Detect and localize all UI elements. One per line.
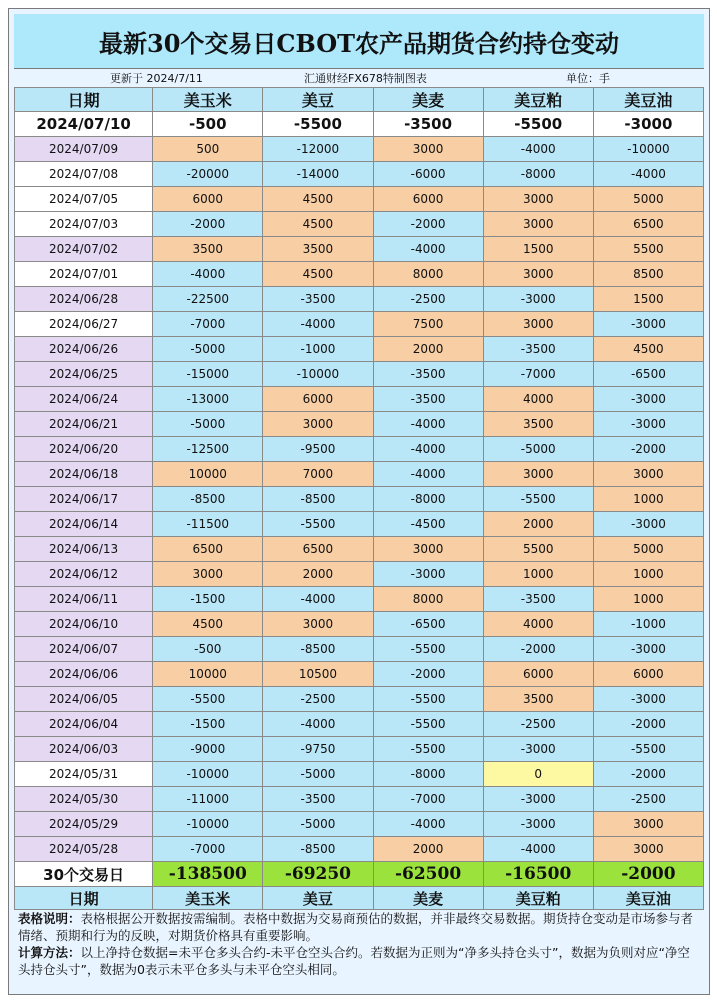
row-value: 4000 (483, 387, 593, 412)
row-value: -1000 (263, 337, 373, 362)
row-value: -4000 (373, 462, 483, 487)
row-value: -3000 (593, 387, 703, 412)
row-value: -3500 (263, 787, 373, 812)
footer-corn: 美玉米 (153, 887, 263, 910)
table-row (15, 162, 704, 187)
row-value: 2000 (483, 512, 593, 537)
latest-value: -5500 (263, 112, 373, 137)
row-value: 5000 (593, 187, 703, 212)
row-value: -3000 (593, 412, 703, 437)
table-row (15, 662, 704, 687)
row-value: -8500 (263, 637, 373, 662)
row-value: -2000 (593, 437, 703, 462)
row-value: -1500 (153, 712, 263, 737)
page-title: 最新30个交易日CBOT农产品期货合约持仓变动 (14, 14, 704, 69)
total-value: -69250 (263, 862, 373, 887)
row-value: 3500 (263, 237, 373, 262)
row-date: 2024/05/31 (15, 762, 153, 787)
row-date: 2024/06/27 (15, 312, 153, 337)
row-value: -5500 (483, 487, 593, 512)
row-value: 3000 (373, 137, 483, 162)
row-value: -4000 (263, 587, 373, 612)
row-date: 2024/06/07 (15, 637, 153, 662)
row-value: 5500 (593, 237, 703, 262)
row-value: 6000 (593, 662, 703, 687)
row-value: 6500 (593, 212, 703, 237)
row-value: 6000 (153, 187, 263, 212)
table-row (15, 712, 704, 737)
row-date: 2024/06/26 (15, 337, 153, 362)
table-row (15, 212, 704, 237)
table-row (15, 687, 704, 712)
row-date: 2024/07/08 (15, 162, 153, 187)
row-value: -7000 (483, 362, 593, 387)
row-value: -3000 (593, 637, 703, 662)
row-value: 3000 (593, 837, 703, 862)
row-value: -4500 (373, 512, 483, 537)
row-value: 6500 (263, 537, 373, 562)
table-row (15, 462, 704, 487)
row-date: 2024/06/04 (15, 712, 153, 737)
table-row (15, 262, 704, 287)
header-soybean: 美豆 (263, 88, 373, 112)
table-row (15, 337, 704, 362)
latest-value: -3000 (593, 112, 703, 137)
row-value: -2500 (373, 287, 483, 312)
row-value: -1500 (153, 587, 263, 612)
note-description-text: 表格根据公开数据按需编制。表格中数据为交易商预估的数据，并非最终交易数据。期货持仓变动是市场参与者情绪、预期和行为的反映，对期货价格具有重要影响。 (18, 911, 694, 943)
row-value: -10000 (153, 762, 263, 787)
footer-soyoil: 美豆油 (593, 887, 703, 910)
row-value: -2500 (593, 787, 703, 812)
row-value: -4000 (373, 812, 483, 837)
row-value: -9750 (263, 737, 373, 762)
row-value: 4500 (263, 212, 373, 237)
row-date: 2024/06/21 (15, 412, 153, 437)
row-value: -5500 (373, 712, 483, 737)
row-date: 2024/07/03 (15, 212, 153, 237)
row-value: -10000 (593, 137, 703, 162)
row-value: -500 (153, 637, 263, 662)
row-date: 2024/06/14 (15, 512, 153, 537)
row-value: -12000 (263, 137, 373, 162)
table-row (15, 412, 704, 437)
table-row (15, 287, 704, 312)
table-row (15, 587, 704, 612)
row-value: 1000 (483, 562, 593, 587)
row-value: -4000 (373, 237, 483, 262)
table-row (15, 437, 704, 462)
row-date: 2024/06/24 (15, 387, 153, 412)
row-date: 2024/07/05 (15, 187, 153, 212)
row-value: 4000 (483, 612, 593, 637)
row-date: 2024/07/02 (15, 237, 153, 262)
table-row (15, 487, 704, 512)
table-row (15, 812, 704, 837)
row-value: -7000 (153, 837, 263, 862)
row-value: -4000 (263, 712, 373, 737)
row-value: -2500 (483, 712, 593, 737)
row-value: -11500 (153, 512, 263, 537)
row-value: -2000 (373, 212, 483, 237)
row-value: 1500 (483, 237, 593, 262)
row-value: -3500 (483, 587, 593, 612)
row-value: -3500 (483, 337, 593, 362)
row-value: -22500 (153, 287, 263, 312)
row-date: 2024/06/28 (15, 287, 153, 312)
row-value: -2000 (373, 662, 483, 687)
notes (14, 908, 704, 980)
positions-table (14, 87, 704, 910)
row-value: 3000 (483, 262, 593, 287)
row-value: -14000 (263, 162, 373, 187)
total-value: -2000 (593, 862, 703, 887)
table-row (15, 762, 704, 787)
row-value: 3000 (483, 187, 593, 212)
row-value: 3000 (263, 612, 373, 637)
row-value: -3000 (373, 562, 483, 587)
row-value: 3000 (483, 462, 593, 487)
table-row (15, 737, 704, 762)
row-value: -4000 (483, 137, 593, 162)
table-row (15, 537, 704, 562)
header-corn: 美玉米 (153, 88, 263, 112)
row-value: -3500 (263, 287, 373, 312)
row-value: 0 (483, 762, 593, 787)
row-value: 3000 (483, 312, 593, 337)
note-description-label: 表格说明： (18, 911, 81, 926)
row-value: 4500 (593, 337, 703, 362)
footer-wheat: 美麦 (373, 887, 483, 910)
row-value: 8000 (373, 587, 483, 612)
row-value: -3000 (483, 737, 593, 762)
row-value: 3000 (593, 812, 703, 837)
table-row (15, 237, 704, 262)
row-value: -4000 (593, 162, 703, 187)
header-date: 日期 (15, 88, 153, 112)
row-value: 7000 (263, 462, 373, 487)
header-soyoil: 美豆油 (593, 88, 703, 112)
note-description (18, 910, 700, 944)
row-value: -4000 (483, 837, 593, 862)
row-value: -5000 (153, 412, 263, 437)
row-value: -2000 (153, 212, 263, 237)
row-value: -5000 (483, 437, 593, 462)
row-value: 3500 (483, 412, 593, 437)
row-value: -6500 (593, 362, 703, 387)
footer-soybean: 美豆 (263, 887, 373, 910)
row-value: 1000 (593, 487, 703, 512)
row-value: 8500 (593, 262, 703, 287)
row-value: 2000 (263, 562, 373, 587)
row-date: 2024/07/09 (15, 137, 153, 162)
row-value: -3000 (593, 687, 703, 712)
table-row (15, 837, 704, 862)
row-date: 2024/06/13 (15, 537, 153, 562)
row-date: 2024/05/29 (15, 812, 153, 837)
latest-value: -3500 (373, 112, 483, 137)
row-date: 2024/07/01 (15, 262, 153, 287)
row-value: -5500 (153, 687, 263, 712)
row-value: 3000 (593, 462, 703, 487)
unit-label: 单位：手 (566, 72, 610, 85)
row-value: -8000 (373, 487, 483, 512)
row-value: 10000 (153, 662, 263, 687)
table-row (15, 612, 704, 637)
row-value: -5500 (263, 512, 373, 537)
row-value: -4000 (373, 412, 483, 437)
row-value: 1000 (593, 562, 703, 587)
row-date: 2024/06/05 (15, 687, 153, 712)
row-value: -3500 (373, 362, 483, 387)
row-value: -1000 (593, 612, 703, 637)
footer-soymeal: 美豆粕 (483, 887, 593, 910)
row-value: -11000 (153, 787, 263, 812)
row-value: 7500 (373, 312, 483, 337)
row-value: 3500 (483, 687, 593, 712)
row-value: 8000 (373, 262, 483, 287)
row-value: 500 (153, 137, 263, 162)
row-value: -2000 (593, 712, 703, 737)
row-value: -3000 (483, 812, 593, 837)
header-row (15, 88, 704, 112)
row-date: 2024/06/06 (15, 662, 153, 687)
subheader (14, 70, 704, 86)
row-value: 3000 (373, 537, 483, 562)
row-value: -5000 (153, 337, 263, 362)
row-value: -15000 (153, 362, 263, 387)
row-value: 1000 (593, 587, 703, 612)
row-value: 6500 (153, 537, 263, 562)
row-date: 2024/06/17 (15, 487, 153, 512)
row-value: -6000 (373, 162, 483, 187)
row-value: -4000 (373, 437, 483, 462)
row-value: -4000 (263, 312, 373, 337)
row-value: 4500 (263, 187, 373, 212)
row-value: -8000 (373, 762, 483, 787)
latest-value: -5500 (483, 112, 593, 137)
row-value: 6000 (373, 187, 483, 212)
total-value: -138500 (153, 862, 263, 887)
row-value: 1500 (593, 287, 703, 312)
latest-value: -500 (153, 112, 263, 137)
row-value: 6000 (483, 662, 593, 687)
row-value: -10000 (263, 362, 373, 387)
total-row (15, 862, 704, 887)
table-row (15, 512, 704, 537)
row-value: -2000 (483, 637, 593, 662)
table-row (15, 562, 704, 587)
row-value: 4500 (153, 612, 263, 637)
row-value: -3000 (483, 287, 593, 312)
row-value: -8500 (263, 837, 373, 862)
total-label: 30个交易日 (15, 862, 153, 887)
row-value: 3000 (153, 562, 263, 587)
row-value: -2500 (263, 687, 373, 712)
row-value: -5500 (373, 737, 483, 762)
note-method-label: 计算方法： (18, 945, 81, 960)
row-value: -4000 (153, 262, 263, 287)
row-value: -8000 (483, 162, 593, 187)
total-value: -62500 (373, 862, 483, 887)
footer-header-row (15, 887, 704, 910)
row-value: -12500 (153, 437, 263, 462)
total-value: -16500 (483, 862, 593, 887)
updated-date: 更新于 2024/7/11 (110, 72, 203, 85)
row-value: -5000 (263, 812, 373, 837)
row-date: 2024/06/20 (15, 437, 153, 462)
row-date: 2024/05/28 (15, 837, 153, 862)
table-row (15, 387, 704, 412)
header-wheat: 美麦 (373, 88, 483, 112)
row-value: -9500 (263, 437, 373, 462)
row-date: 2024/06/03 (15, 737, 153, 762)
row-value: -13000 (153, 387, 263, 412)
row-value: -10000 (153, 812, 263, 837)
row-value: 6000 (263, 387, 373, 412)
row-date: 2024/05/30 (15, 787, 153, 812)
row-value: -5500 (593, 737, 703, 762)
row-value: 3000 (263, 412, 373, 437)
table-row (15, 787, 704, 812)
latest-row (15, 112, 704, 137)
row-date: 2024/06/11 (15, 587, 153, 612)
row-value: 10000 (153, 462, 263, 487)
header-soymeal: 美豆粕 (483, 88, 593, 112)
row-value: 5000 (593, 537, 703, 562)
source-label: 汇通财经FX678特制图表 (304, 72, 427, 85)
row-value: -5500 (373, 687, 483, 712)
row-date: 2024/06/25 (15, 362, 153, 387)
row-value: 5500 (483, 537, 593, 562)
row-value: -2000 (593, 762, 703, 787)
row-value: 4500 (263, 262, 373, 287)
row-date: 2024/06/12 (15, 562, 153, 587)
row-value: -3000 (593, 312, 703, 337)
row-value: -6500 (373, 612, 483, 637)
row-value: -7000 (373, 787, 483, 812)
row-date: 2024/06/10 (15, 612, 153, 637)
row-value: -3000 (593, 512, 703, 537)
table-row (15, 637, 704, 662)
row-date: 2024/06/18 (15, 462, 153, 487)
latest-date: 2024/07/10 (15, 112, 153, 137)
note-method-text: 以上净持仓数据=未平仓多头合约-未平仓空头合约。若数据为正则为“净多头持仓头寸”，数据为负则对应“净空头持仓头寸”，数据为0表示未平仓多头与未平仓空头相同。 (18, 945, 690, 977)
table-row (15, 362, 704, 387)
row-value: 3000 (483, 212, 593, 237)
row-value: -5500 (373, 637, 483, 662)
row-value: -3000 (483, 787, 593, 812)
row-value: 10500 (263, 662, 373, 687)
table-row (15, 312, 704, 337)
table-row (15, 187, 704, 212)
row-value: -8500 (263, 487, 373, 512)
row-value: -5000 (263, 762, 373, 787)
note-method (18, 944, 700, 978)
row-value: 2000 (373, 837, 483, 862)
row-value: -20000 (153, 162, 263, 187)
row-value: -7000 (153, 312, 263, 337)
row-value: -9000 (153, 737, 263, 762)
row-value: 3500 (153, 237, 263, 262)
footer-date: 日期 (15, 887, 153, 910)
table-row (15, 137, 704, 162)
row-value: -8500 (153, 487, 263, 512)
row-value: 2000 (373, 337, 483, 362)
row-value: -3500 (373, 387, 483, 412)
